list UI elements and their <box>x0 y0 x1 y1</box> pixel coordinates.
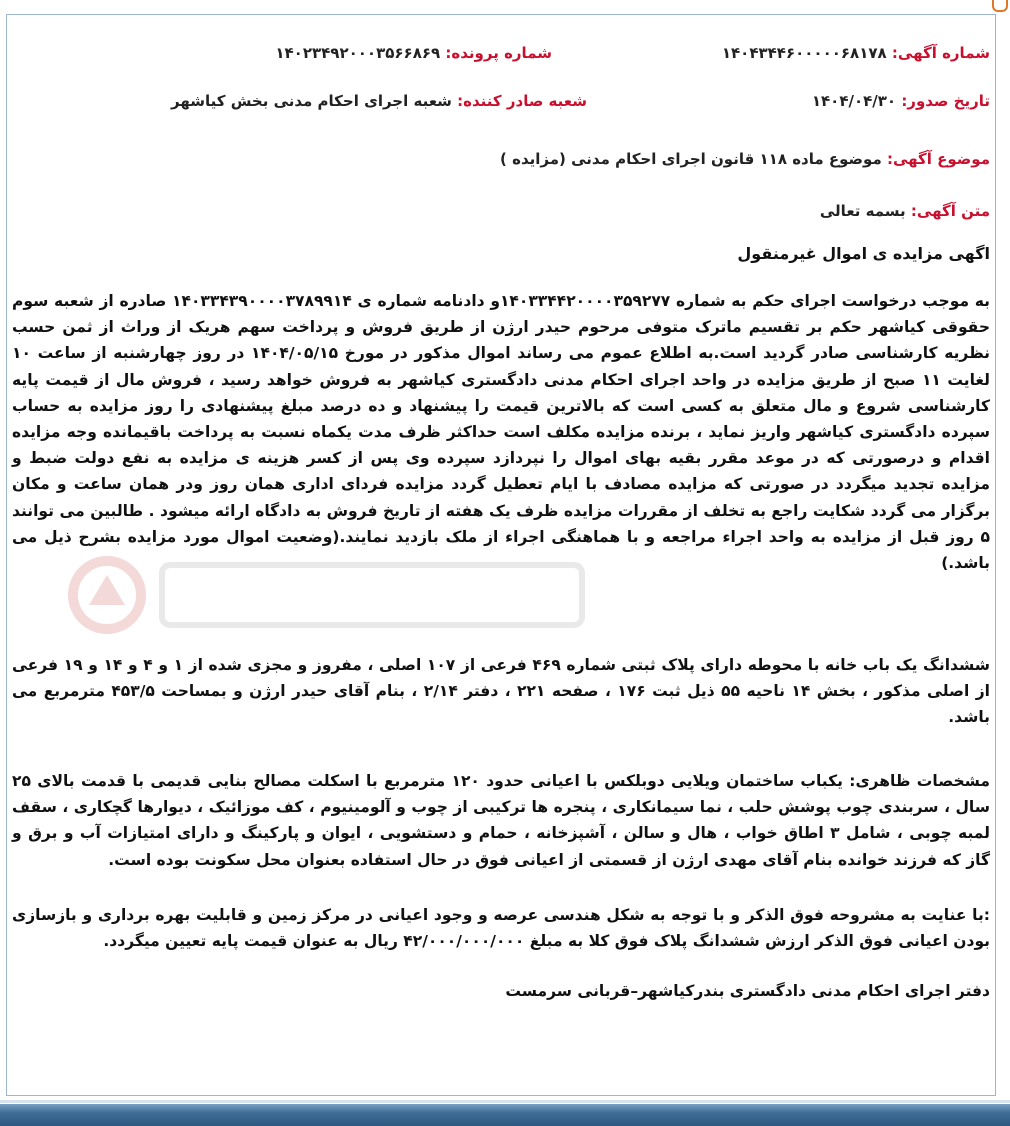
text-label: متن آگهی: <box>910 202 990 220</box>
subject-label: موضوع آگهی: <box>886 150 990 168</box>
text-label-row <box>820 202 990 220</box>
case-number-row <box>275 44 552 62</box>
issuing-branch-row <box>171 92 587 110</box>
text-opening: بسمه تعالی <box>819 202 906 220</box>
footer-bar <box>0 1104 1010 1126</box>
paragraph-main: به موجب درخواست اجرای حکم به شماره ۱۴۰۳۳۴۴۲۰۰۰۰۳۵۹۲۷۷و دادنامه شماره ی ۱۴۰۳۳۴۳۹۰۰۰۰۳۷۸۹۹۱۴ صادره از شعبه سوم حقوقی کیاشهر حکم بر تقسیم ماترک متوفی مرحوم حیدر ارژن از طریق فروش و پرداخت سهم هریک از وراث از ثمن حسب نظریه کارشناسی صادر گردید است.به اطلاع عموم می رساند اموال مذکور در مورخ ۱۴۰۴/۰۵/۱۵ در روز چهارشنبه از ساعت ۱۰ لغایت ۱۱ صبح از طریق مزایده در واحد اجرای احکام مدنی دادگستری کیاشهر به فروش خواهد رسید ، فروش مال از قیمت پایه کارشناسی شروع و مال متعلق به کسی است که بالاترین قیمت را پیشنهاد و ده درصد مبلغ پیشنهادی را روز مزایده به حساب سپرده دادگستری کیاشهر واریز نماید ، برنده مزایده مکلف است حداکثر ظرف مدت یکماه نسبت به پرداخت باقیمانده وجه مزایده اقدام و درصورتی که در موعد مقرر بقیه بهای اموال را نپردازد سپرده وی پس از کسر هزینه ی مزایده به نفع دولت ضبط و مزایده تجدید میگردد در صورتی که مزایده مصادف با ایام تعطیل گردد مزایده فردای اداری همان روز ودر همان ساعت و مکان برگزار می گردد شکایت راجع به تخلف از مقررات مزایده ظرف یک هفته از تاریخ فروش به دادگاه ارائه میشود . طالبین می توانند ۵ روز قبل از مزایده به واحد اجراء مراجعه و با هماهنگی اجراء از ملک بازدید نمایند.(وضعیت اموال مورد مزایده بشرح ذیل می باشد.) <box>12 292 990 573</box>
notice-number-row <box>722 44 990 62</box>
case-number: ۱۴۰۲۳۴۹۲۰۰۰۳۵۶۶۸۶۹ <box>275 44 441 62</box>
signature-line: دفتر اجرای احکام مدنی دادگستری بندرکیاشهر–قربانی سرمست <box>505 982 990 1000</box>
subject-row <box>500 150 990 168</box>
notice-title: اگهی مزایده ی اموال غیرمنقول <box>737 244 990 263</box>
issue-date: ۱۴۰۴/۰۴/۳۰ <box>811 92 897 110</box>
top-bar <box>0 0 1010 12</box>
paragraph-specs: مشخصات ظاهری: یکباب ساختمان ویلایی دوبلکس با اعیانی حدود ۱۲۰ مترمربع با اسکلت مصالح بنایی قدیمی با قدمت بالای ۲۵ سال ، سربندی چوب پوشش حلب ، نما سیمانکاری ، پنجره ها ترکیبی از چوب و آلومینیوم ، کف موزائیک ، دیوارها گچکاری ، سقف لمبه چوبی ، شامل ۳ اطاق خواب ، هال و سالن ، آشپزخانه ، حمام و دستشویی ، ایوان و پارکینگ و دارای امتیازات آب و برق و گاز که فرزند خوانده بنام آقای مهدی ارژن از قسمتی از اعیانی فوق در حال استفاده بعنوان محل سکونت بوده است. <box>12 772 991 869</box>
notice-number-label: شماره آگهی: <box>891 44 990 62</box>
issuing-branch: شعبه اجرای احکام مدنی بخش کیاشهر <box>171 92 452 110</box>
close-icon[interactable] <box>992 0 1008 12</box>
bottom-divider <box>0 1100 1010 1103</box>
issuing-branch-label: شعبه صادر کننده: <box>457 92 587 110</box>
paragraph-valuation: :با عنایت به مشروحه فوق الذکر و با توجه به شکل هندسی عرصه و وجود اعیانی در مرکز زمین و قابلیت بهره برداری و بازسازی بودن اعیانی فوق الذکر ارزش ششدانگ پلاک فوق کلا به مبلغ ۴۲/۰۰۰/۰۰۰/۰۰۰ ریال به عنوان قیمت پایه تعیین میگردد. <box>12 906 990 951</box>
paragraph-property: ششدانگ یک باب خانه با محوطه دارای پلاک ثبتی شماره ۴۶۹ فرعی از ۱۰۷ اصلی ، مفروز و مجزی شده از ۱ و ۴ و ۱۴ و ۱۹ فرعی از اصلی مذکور ، بخش ۱۴ ناحیه ۵۵ ذیل ثبت ۱۷۶ ، صفحه ۲۲۱ ، دفتر ۲/۱۴ ، بنام آقای حیدر ارژن و بمساحت ۴۵۳/۵ مترمربع می باشد. <box>12 656 990 727</box>
case-number-label: شماره پرونده: <box>445 44 552 62</box>
notice-number: ۱۴۰۴۳۴۴۶۰۰۰۰۰۶۸۱۷۸ <box>721 44 887 62</box>
subject-text: موضوع ماده ۱۱۸ قانون اجرای احکام مدنی (مزایده ) <box>500 150 882 168</box>
issue-date-row <box>812 92 990 110</box>
issue-date-label: تاریخ صدور: <box>901 92 990 110</box>
